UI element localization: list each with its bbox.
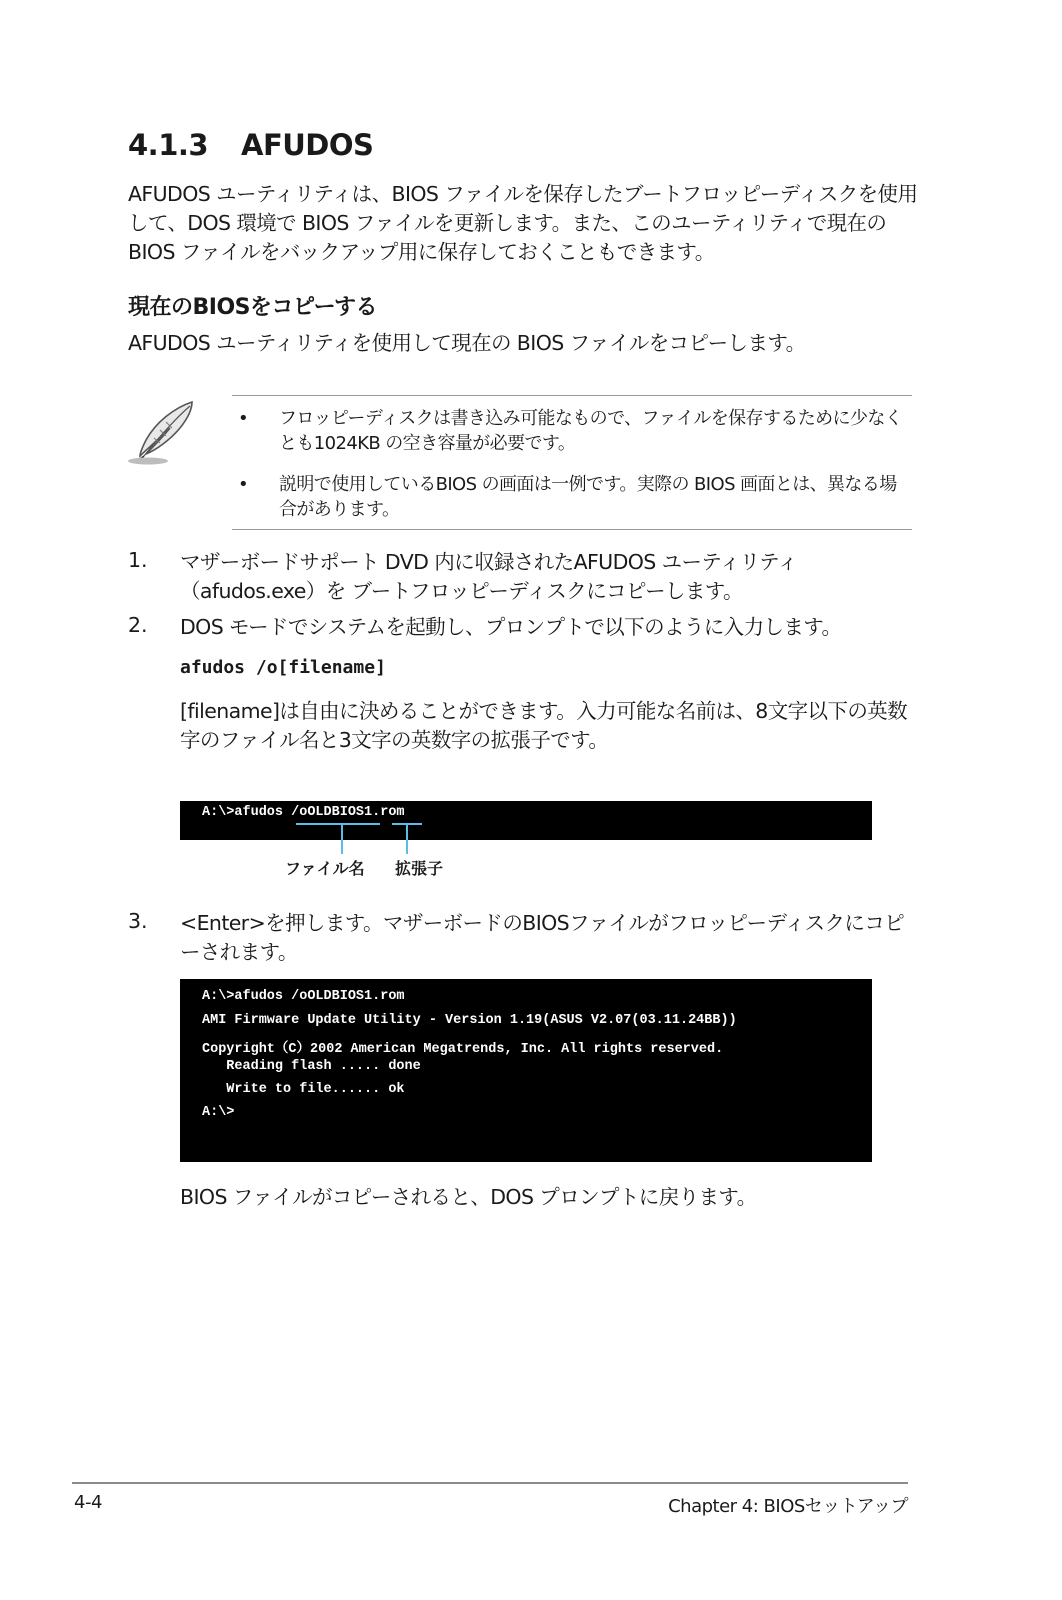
page-number: 4-4 [74,1492,102,1513]
note-item [238,472,908,522]
note-top-rule [232,395,912,396]
command-example: afudos /o[filename] [180,657,386,678]
terminal-line: Write to file...... ok [202,1082,405,1097]
filename-description: [filename]は自由に決めることができます。入力可能な名前は、8文字以下の英数字のファイル名と3文字の英数字の拡張子です。 [180,699,908,752]
step-text: <Enter>を押します。マザーボードのBIOSファイルがフロッピーディスクにコピーされます。 [180,911,905,964]
chapter-label: Chapter 4: BIOSセットアップ [668,1496,908,1517]
note-bottom-rule [232,529,912,530]
intro-paragraph: AFUDOS ユーティリティは、BIOS ファイルを保存したブートフロッピーディスクを使用して、DOS 環境で BIOS ファイルを更新します。また、このユーティリティで現在の BIOS ファイルをバックアップ用に保存しておくこともできます。 [128,182,918,264]
step-number: 3. [128,909,148,933]
note-item-text: 説明で使用しているBIOS の画面は一例です。実際の BIOS 画面とは、異なる場合があります。 [279,474,897,520]
step-number: 1. [128,548,148,572]
bullet: • [238,474,249,495]
terminal-line: A:\>afudos /oOLDBIOS1.rom [202,805,405,820]
step-text: DOS モードでシステムを起動し、プロンプトで以下のように入力します。 [180,615,842,639]
terminal-screen [180,979,872,1162]
after-copy-text: BIOS ファイルがコピーされると、DOS プロンプトに戻ります。 [180,1185,757,1209]
subsection-title: 現在のBIOSをコピーする [128,295,378,320]
note-item-text: フロッピーディスクは書き込み可能なもので、ファイルを保存するために少なくとも1024KB の空き容量が必要です。 [279,408,903,454]
terminal-line: Reading flash ..... done [202,1059,421,1074]
note-item [238,406,908,456]
terminal-line: AMI Firmware Update Utility - Version 1.19(ASUS V2.07(03.11.24BB)) [202,1013,737,1028]
subsection-text: AFUDOS ユーティリティを使用して現在の BIOS ファイルをコピーします。 [128,331,806,355]
terminal-line: A:\>afudos /oOLDBIOS1.rom [202,989,405,1004]
step-number: 2. [128,613,148,637]
section-title: AFUDOS [241,128,374,162]
section-number: 4.1.3 [128,128,209,162]
bullet: • [238,408,249,429]
terminal-line: Copyright（C）2002 American Megatrends, Inc. All rights reserved. [202,1042,724,1057]
callout-extension-label: 拡張子 [395,859,444,878]
callout-lines [180,820,440,860]
terminal-line: A:\> [202,1105,235,1120]
step-text: マザーボードサポート DVD 内に収録されたAFUDOS ユーティリティ（afudos.exe）を ブートフロッピーディスクにコピーします。 [180,550,798,603]
feather-pen-icon [126,398,198,468]
footer-rule [72,1482,908,1484]
callout-filename-label: ファイル名 [285,859,365,878]
